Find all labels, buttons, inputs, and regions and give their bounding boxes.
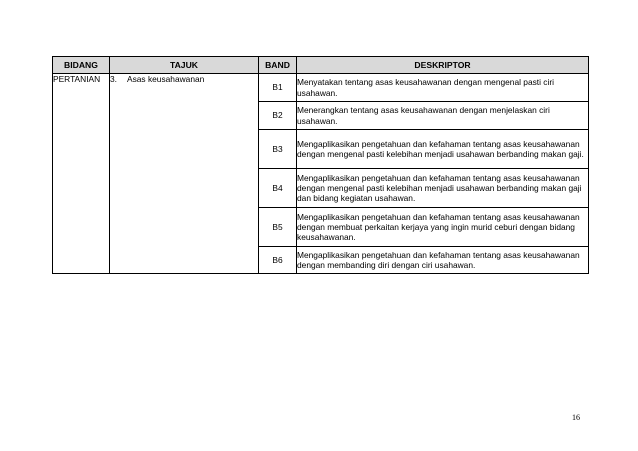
table-header-row — [53, 57, 589, 74]
rubric-table — [52, 56, 589, 274]
header-deskriptor: DESKRIPTOR — [297, 57, 589, 74]
tajuk-title: Asas keusahawanan — [127, 74, 205, 84]
descriptor-cell: Mengaplikasikan pengetahuan dan kefahaman tentang asas keusahawanan dengan mengenal pasti kelebihan menjadi usahawan berbanding makan gaji dan bidang kegiatan usahawan. — [297, 169, 589, 208]
descriptor-cell: Mengaplikasikan pengetahuan dan kefahaman tentang asas keusahawanan dengan membanding diri dengan ciri usahawan. — [297, 247, 589, 274]
header-band: BAND — [259, 57, 297, 74]
band-cell: B4 — [259, 169, 297, 208]
header-tajuk: TAJUK — [110, 57, 259, 74]
header-bidang: BIDANG — [53, 57, 110, 74]
tajuk-number: 3. — [110, 74, 117, 84]
descriptor-cell: Menyatakan tentang asas keusahawanan dengan mengenal pasti ciri usahawan. — [297, 74, 589, 102]
descriptor-cell: Menerangkan tentang asas keusahawanan dengan menjelaskan ciri usahawan. — [297, 102, 589, 130]
band-cell: B3 — [259, 130, 297, 169]
tajuk-cell — [110, 74, 259, 274]
bidang-cell: PERTANIAN — [53, 74, 110, 274]
table-row — [53, 74, 589, 102]
descriptor-cell: Mengaplikasikan pengetahuan dan kefahaman tentang asas keusahawanan dengan membuat perkaitan kerjaya yang ingin murid ceburi dengan bidang keusahawanan. — [297, 208, 589, 247]
band-cell: B5 — [259, 208, 297, 247]
descriptor-cell: Mengaplikasikan pengetahuan dan kefahaman tentang asas keusahawanan dengan mengenal pasti kelebihan menjadi usahawan berbanding makan gaji. — [297, 130, 589, 169]
band-cell: B2 — [259, 102, 297, 130]
band-cell: B1 — [259, 74, 297, 102]
band-cell: B6 — [259, 247, 297, 274]
page-number: 16 — [572, 413, 580, 422]
